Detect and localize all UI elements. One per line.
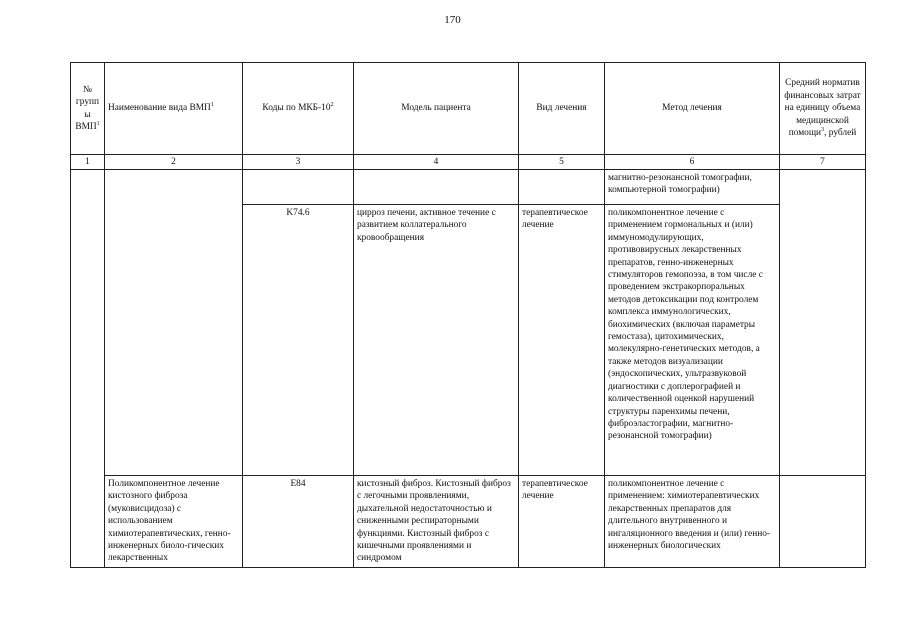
patient-model-cell [354, 170, 519, 205]
page-number: 170 [444, 14, 461, 26]
header-treatment-type: Вид лечения [519, 63, 605, 155]
column-number: 4 [354, 155, 519, 170]
column-number-row [71, 155, 866, 170]
column-number: 1 [71, 155, 105, 170]
header-treatment-method: Метод лечения [605, 63, 780, 155]
treatment-type-cell: терапевтическое лечение [519, 205, 605, 476]
column-number: 7 [780, 155, 866, 170]
cost-cell [780, 476, 866, 568]
column-number: 6 [605, 155, 780, 170]
cost-cell [780, 170, 866, 476]
treatment-method-cell: поликомпонентное лечение с применением: химиотерапевтических лекарственных препаратов для длительного внутривенного и ингаляционного введения и (или) генно-инженерных биологических [605, 476, 780, 568]
treatment-type-cell: терапевтическое лечение [519, 476, 605, 568]
treatment-type-cell [519, 170, 605, 205]
patient-model-cell: цирроз печени, активное течение с развитием коллатерального кровообращения [354, 205, 519, 476]
column-number: 5 [519, 155, 605, 170]
icd-code-cell: E84 [243, 476, 354, 568]
header-patient-model: Модель пациента [354, 63, 519, 155]
header-vmp-name: Наименование вида ВМП$^1$ [105, 63, 243, 155]
icd-code-cell [243, 170, 354, 205]
column-number: 3 [243, 155, 354, 170]
header-cost-standard: Средний норматив финансовых затрат на единицу объема медицинской помощи$^3$, рублей [780, 63, 866, 155]
header-group-number: № групп ы ВМП$^1$ [71, 63, 105, 155]
treatment-method-cell: поликомпонентное лечение с применением гормональных и (или) иммуномодулирующих, противовирусных лекарственных препаратов, генно-инженерных стимуляторов гемопоэза, в том числе с проведением экстракорпоральных методов детоксикации под контролем комплекса иммунологических, биохимических (включая параметры гемостаза), цитохимических, молекулярно-генетических методов, а также методов визуализации (эндоскопических, ультразвуковой диагностики с доплерографией и количественной оценкой нарушений структуры паренхимы печени, фиброэластографии, магнитно-резонансной томографии) [605, 205, 780, 476]
table-row [71, 476, 866, 568]
patient-model-cell: кистозный фиброз. Кистозный фиброз с легочными проявлениями, дыхательной недостаточностью и сниженными респираторными функциями. Кистозный фиброз с кишечными проявлениями и синдромом [354, 476, 519, 568]
vmp-name-cell [105, 170, 243, 476]
column-number: 2 [105, 155, 243, 170]
vmp-name-cell: Поликомпонентное лечение кистозного фиброза (муковисцидоза) с использованием химиотерапевтических, генно-инженерных биоло-гических лекарственных [105, 476, 243, 568]
group-number-cell [71, 170, 105, 568]
header-icd-codes: Коды по МКБ-$10^2$ [243, 63, 354, 155]
table-row [71, 170, 866, 205]
header-row [71, 63, 866, 155]
treatment-method-cell: магнитно-резонансной томографии, компьютерной томографии) [605, 170, 780, 205]
vmp-table [70, 62, 866, 568]
icd-code-cell: K74.6 [243, 205, 354, 476]
